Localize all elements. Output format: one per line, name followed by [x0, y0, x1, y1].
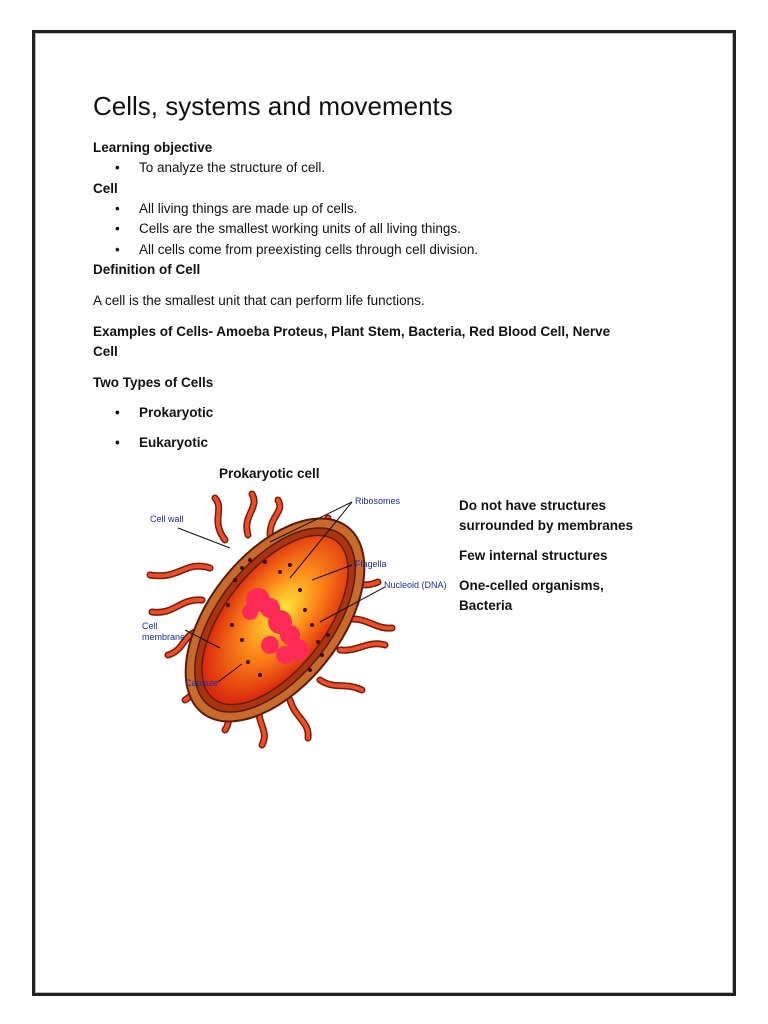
learning-objective-heading: Learning objective — [93, 140, 213, 155]
types-list — [93, 403, 393, 423]
definition-text: A cell is the smallest unit that can perform life functions. — [93, 293, 425, 308]
label-flagella: Flagella — [355, 559, 387, 569]
page-title: Cells, systems and movements — [93, 91, 453, 121]
side-note-line: surrounded by membranes — [459, 518, 634, 533]
label-capsule: Capsule — [185, 678, 219, 688]
list-item: • Cells are the smallest working units of all living things. — [93, 219, 713, 240]
label-cell-wall: Cell wall — [150, 514, 184, 524]
cell-list — [93, 199, 713, 261]
list-item: • All cells come from preexisting cells through cell division. — [93, 240, 713, 261]
document-body — [93, 88, 693, 124]
list-item: • All living things are made up of cells. — [93, 199, 713, 220]
label-cell-membrane-2: membrane — [142, 632, 186, 642]
cell-heading: Cell — [93, 180, 118, 196]
prokaryotic-cell-diagram — [130, 490, 447, 752]
list-item: • Prokaryotic — [93, 403, 393, 423]
examples-section — [93, 322, 693, 362]
side-note-line: Bacteria — [459, 598, 513, 613]
label-ribosomes: Ribosomes — [355, 496, 401, 506]
label-nucleoid: Nucleoid (DNA) — [384, 580, 447, 590]
types-heading: Two Types of Cells — [93, 375, 214, 390]
types-list-2 — [93, 433, 393, 453]
side-note-line: Do not have structures — [459, 498, 607, 513]
side-note-line: One-celled organisms, — [459, 578, 604, 593]
examples-line-2: Cell — [93, 344, 118, 359]
learning-objective-section — [93, 138, 713, 280]
list-item: • To analyze the structure of cell. — [93, 158, 713, 179]
side-notes — [459, 496, 699, 616]
learning-objective-list — [93, 158, 713, 179]
label-cell-membrane-1: Cell — [142, 621, 158, 631]
examples-line-1: Examples of Cells- Amoeba Proteus, Plant Stem, Bacteria, Red Blood Cell, Nerve — [93, 324, 611, 339]
side-note-line: Few internal structures — [459, 548, 608, 563]
diagram-caption: Prokaryotic cell — [219, 466, 320, 481]
list-item: • Eukaryotic — [93, 433, 393, 453]
definition-heading: Definition of Cell — [93, 262, 201, 277]
